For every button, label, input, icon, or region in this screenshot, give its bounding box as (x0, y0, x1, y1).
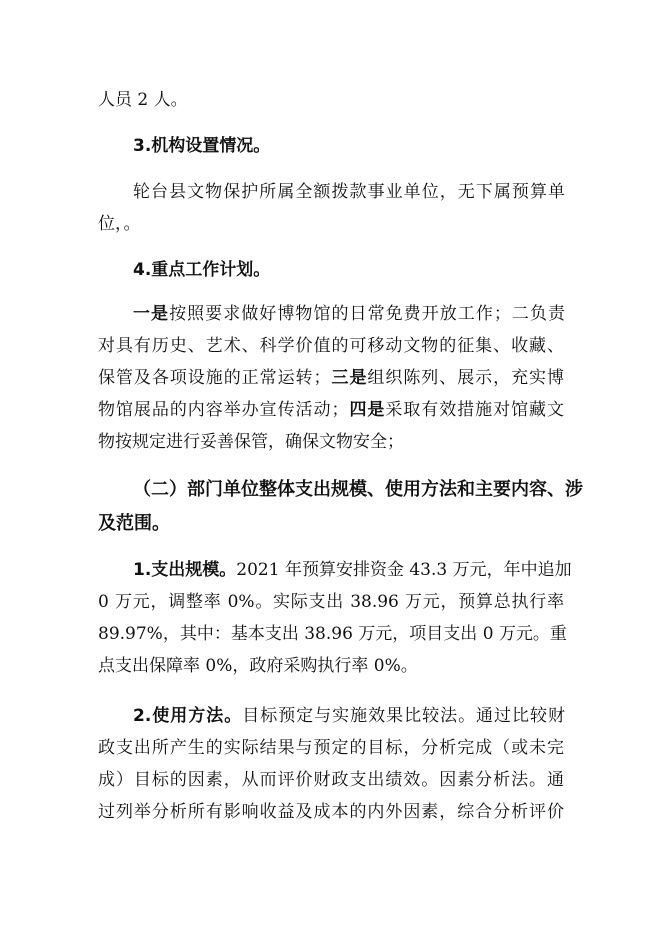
heading-institution-setup: 3.机构设置情况。 (133, 136, 271, 156)
text-line: 0 万元，调整率 0%。实际支出 38.96 万元，预算总执行率 (98, 592, 564, 612)
text-line (133, 704, 565, 728)
emphasis-text: 四是 (348, 400, 386, 420)
text-line: 对具有历史、艺术、科学价值的可移动文物的征集、收藏、 (98, 336, 564, 356)
staff-count-text: 人员 2 人。 (98, 90, 188, 110)
text-line: 轮台县文物保护所属全额拨款事业单位，无下属预算单 (133, 182, 565, 202)
plan-text: 保管及各项设施的正常运转； (98, 368, 331, 388)
text-line: 物按规定进行妥善保管，确保文物安全； (98, 432, 404, 452)
text-line (98, 398, 564, 422)
section-heading-overall-spending: （二）部门单位整体支出规模、使用方法和主要内容、涉 (133, 479, 583, 500)
emphasis-text: 三是 (330, 368, 368, 388)
spending-text: 2021 年预算安排资金 43.3 万元，年中追加 (236, 560, 572, 580)
text-line: 89.97%，其中：基本支出 38.96 万元，项目支出 0 万元。重 (98, 624, 567, 644)
plan-text: 物馆展品的内容举办宣传活动； (98, 400, 349, 420)
subheading-spending-scale: 1.支出规模。 (133, 560, 237, 580)
text-line: 点支出保障率 0%，政府采购执行率 0%。 (98, 656, 418, 676)
text-line: 位，。 (98, 214, 141, 234)
section-heading-overall-spending-cont: 及范围。 (98, 513, 170, 534)
text-line (133, 558, 572, 582)
method-text: 目标预定与实施效果比较法。通过比较财 (242, 706, 565, 726)
subheading-usage-method: 2.使用方法。 (133, 706, 243, 726)
heading-work-plan: 4.重点工作计划。 (133, 260, 271, 280)
plan-text: 按照要求做好博物馆的日常免费开放工作；二负责 (169, 304, 566, 324)
text-line: 政支出所产生的实际结果与预定的目标，分析完成（或未完 (98, 738, 564, 758)
text-line (98, 88, 188, 112)
text-line (133, 302, 565, 326)
plan-text: 组织陈列、展示，充实博 (367, 368, 565, 388)
text-line: 过列举分析所有影响收益及成本的内外因素，综合分析评价 (98, 802, 564, 822)
text-line: 成）目标的因素，从而评价财政支出绩效。因素分析法。通 (98, 770, 564, 790)
emphasis-text: 一是 (133, 304, 170, 324)
plan-text: 采取有效措施对馆藏文 (385, 400, 565, 420)
text-line (98, 366, 564, 390)
